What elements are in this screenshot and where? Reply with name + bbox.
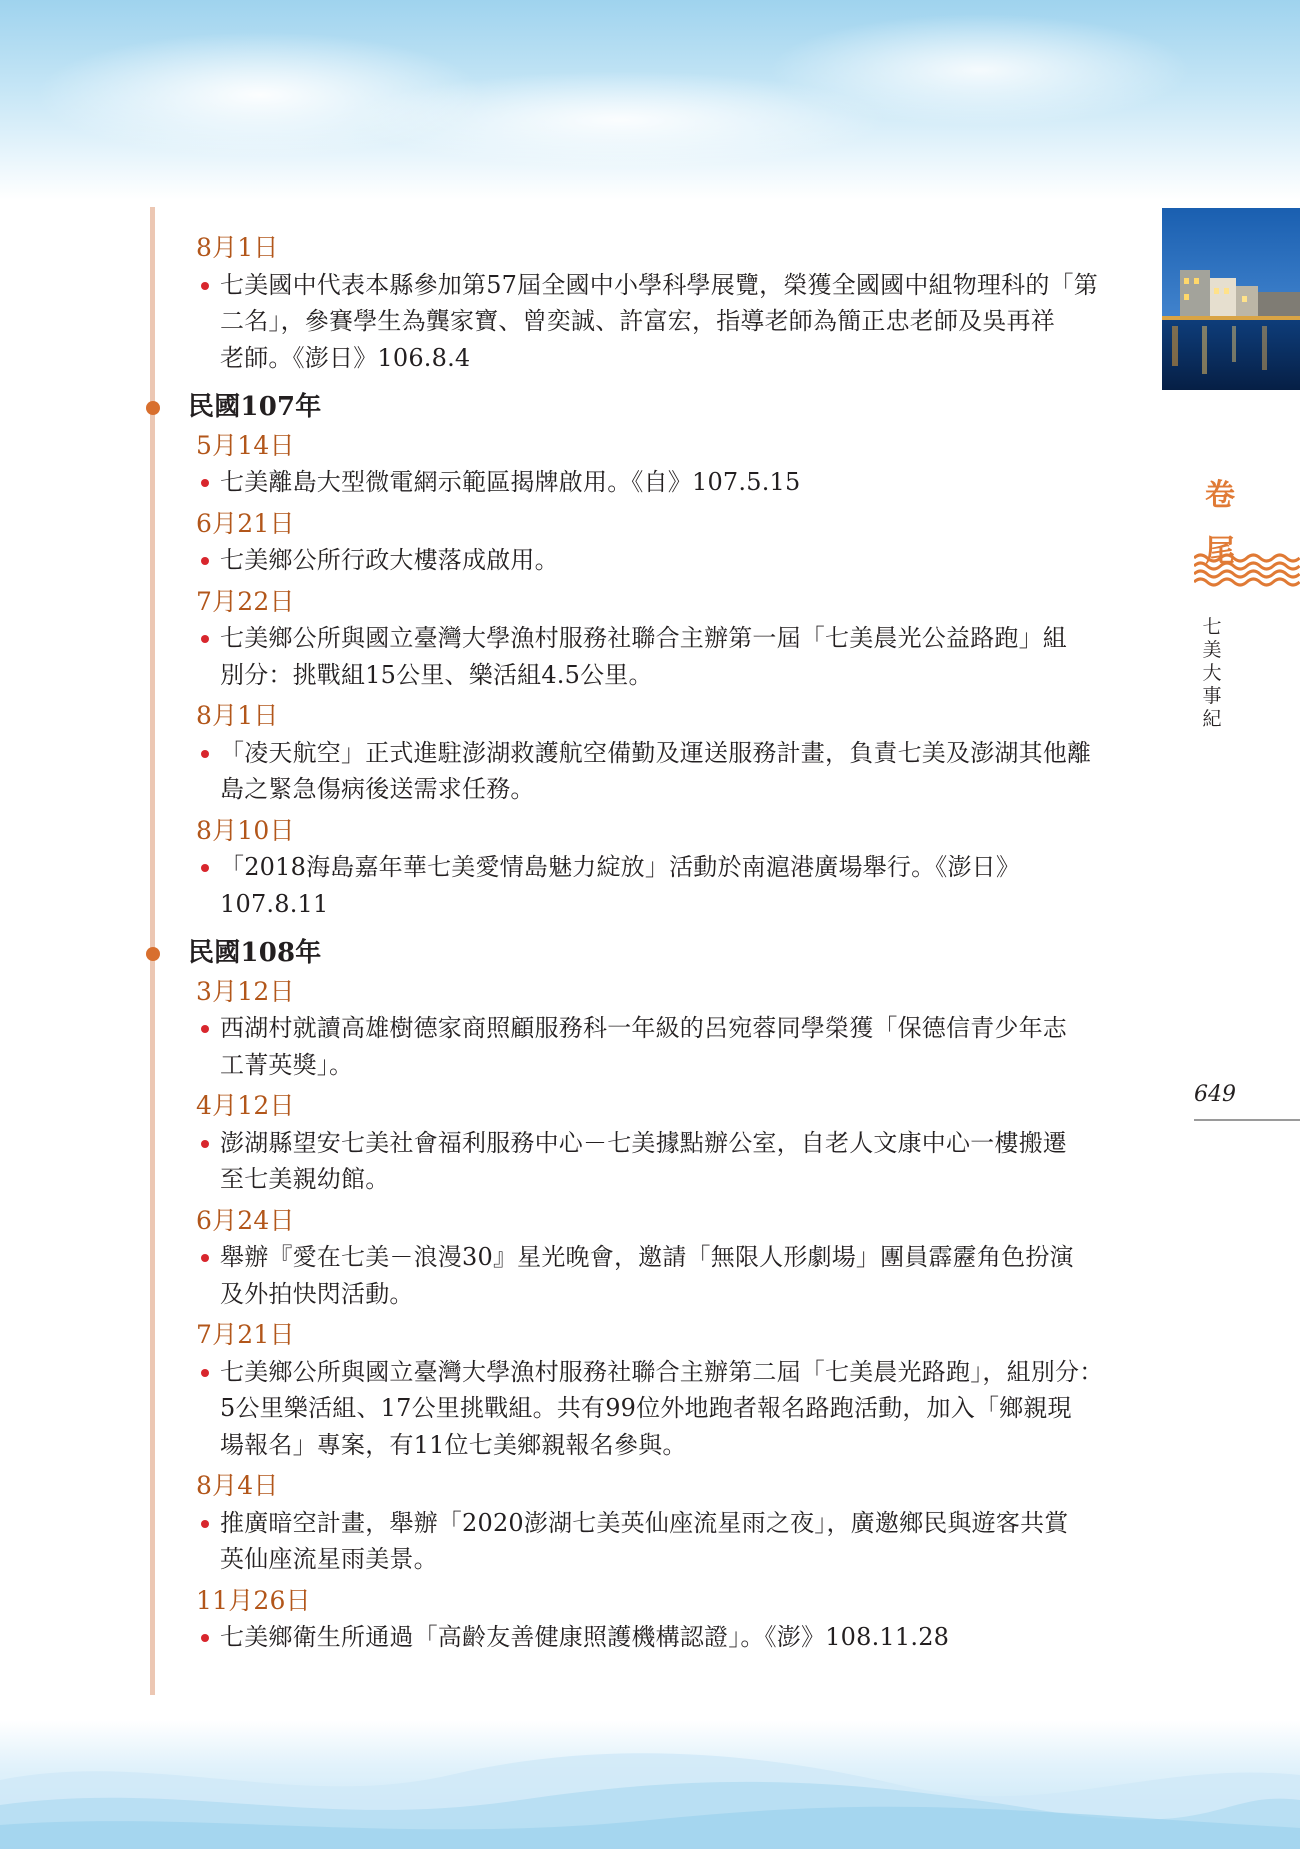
entry-date: 7月21日 [196, 1320, 295, 1349]
bullet-icon [201, 750, 209, 758]
year-heading: 民國107年 [188, 392, 322, 422]
entry-date: 8月1日 [196, 701, 279, 730]
entry-text-line: 七美國中代表本縣參加第57屆全國中小學科學展覽，榮獲全國國中組物理科的「第 [220, 270, 1098, 299]
chapter-char: 事 [1202, 685, 1222, 707]
entry-text-line: 英仙座流星雨美景。 [220, 1545, 438, 1573]
bullet-icon [201, 1634, 209, 1642]
wave-ornament-icon [1194, 552, 1300, 588]
entry-text-line: 至七美親幼館。 [220, 1165, 390, 1193]
entry-text-line: 老師。《澎日》106.8.4 [220, 343, 471, 372]
entry-text-line: 二名」，參賽學生為龔家寶、曾奕誠、許富宏，指導老師為簡正忠老師及吳再祥 [220, 307, 1055, 335]
bullet-icon [201, 479, 209, 487]
bullet-icon [201, 557, 209, 565]
entry-text-line: 舉辦『愛在七美－浪漫30』星光晚會，邀請「無限人形劇場」團員霹靂角色扮演 [220, 1243, 1074, 1271]
bullet-icon [201, 635, 209, 643]
entry-date: 7月22日 [196, 586, 295, 616]
entry-text-line: 七美鄉公所與國立臺灣大學漁村服務社聯合主辦第二屆「七美晨光路跑」，組別分： [220, 1357, 1104, 1386]
entry-text-line: 別分：挑戰組15公里、樂活組4.5公里。 [220, 660, 653, 689]
entry-date: 8月1日 [196, 233, 279, 262]
chapter-char: 七 [1202, 616, 1222, 638]
volume-char-2: 尾 [1205, 534, 1235, 569]
page-number-rule [1194, 1119, 1300, 1121]
bullet-icon [201, 864, 209, 872]
entry-text-line: 澎湖縣望安七美社會福利服務中心－七美據點辦公室，自老人文康中心一樓搬遷 [220, 1128, 1067, 1157]
entry-date: 5月14日 [196, 430, 295, 460]
bullet-icon [201, 1254, 209, 1262]
entry-date: 6月21日 [196, 508, 295, 538]
entry-text-line: 島之緊急傷病後送需求任務。 [220, 775, 535, 803]
entry-text-line: 西湖村就讀高雄樹德家商照顧服務科一年級的呂宛蓉同學榮獲「保德信青少年志 [220, 1014, 1067, 1042]
entry-text-line: 及外拍快閃活動。 [220, 1279, 414, 1308]
entry-text-line: 推廣暗空計畫，舉辦「2020澎湖七美英仙座流星雨之夜」，廣邀鄉民與遊客共賞 [220, 1508, 1069, 1537]
entry-date: 6月24日 [196, 1205, 295, 1235]
entry-text-line: 工菁英獎」。 [220, 1050, 354, 1079]
bullet-icon [201, 1369, 209, 1377]
entry-text-line: 七美鄉公所與國立臺灣大學漁村服務社聯合主辦第一屆「七美晨光公益路跑」組 [220, 624, 1067, 652]
bullet-icon [201, 1520, 209, 1528]
volume-char-1: 卷 [1205, 478, 1235, 513]
entry-date: 3月12日 [196, 976, 295, 1006]
page-number: 649 [1194, 1082, 1236, 1107]
entry-text-line: 七美離島大型微電網示範區揭牌啟用。《自》107.5.15 [220, 468, 801, 496]
entry-date: 8月10日 [196, 815, 295, 845]
chapter-char: 紀 [1202, 708, 1222, 730]
chapter-char: 美 [1202, 639, 1222, 661]
bullet-icon [201, 1140, 209, 1148]
entry-date: 4月12日 [196, 1091, 295, 1120]
entry-text-line: 七美鄉公所行政大樓落成啟用。 [220, 546, 559, 574]
bullet-icon [201, 1025, 209, 1033]
entry-text-line: 107.8.11 [220, 889, 329, 918]
chapter-title [1200, 616, 1224, 731]
entry-text-line: 5公里樂活組、17公里挑戰組。共有99位外地跑者報名路跑活動，加入「鄉親現 [220, 1394, 1072, 1422]
entry-text-line: 場報名」專案，有11位七美鄉親報名參與。 [220, 1430, 687, 1459]
entry-date: 11月26日 [196, 1585, 311, 1615]
entry-text-line: 七美鄉衛生所通過「高齡友善健康照護機構認證」。《澎》108.11.28 [220, 1623, 950, 1651]
chapter-char: 大 [1202, 662, 1222, 684]
entry-text-line: 「凌天航空」正式進駐澎湖救護航空備勤及運送服務計畫，負責七美及澎湖其他離 [220, 738, 1092, 767]
harbor-night-photo [1162, 208, 1300, 390]
entry-date: 8月4日 [196, 1471, 279, 1500]
entry-text-line: 「2018海島嘉年華七美愛情島魅力綻放」活動於南滬港廣場舉行。《澎日》 [220, 853, 1021, 881]
year-heading: 民國108年 [188, 938, 322, 968]
bullet-icon [201, 282, 209, 290]
year-marker-dot [146, 401, 160, 415]
year-marker-dot [146, 947, 160, 961]
